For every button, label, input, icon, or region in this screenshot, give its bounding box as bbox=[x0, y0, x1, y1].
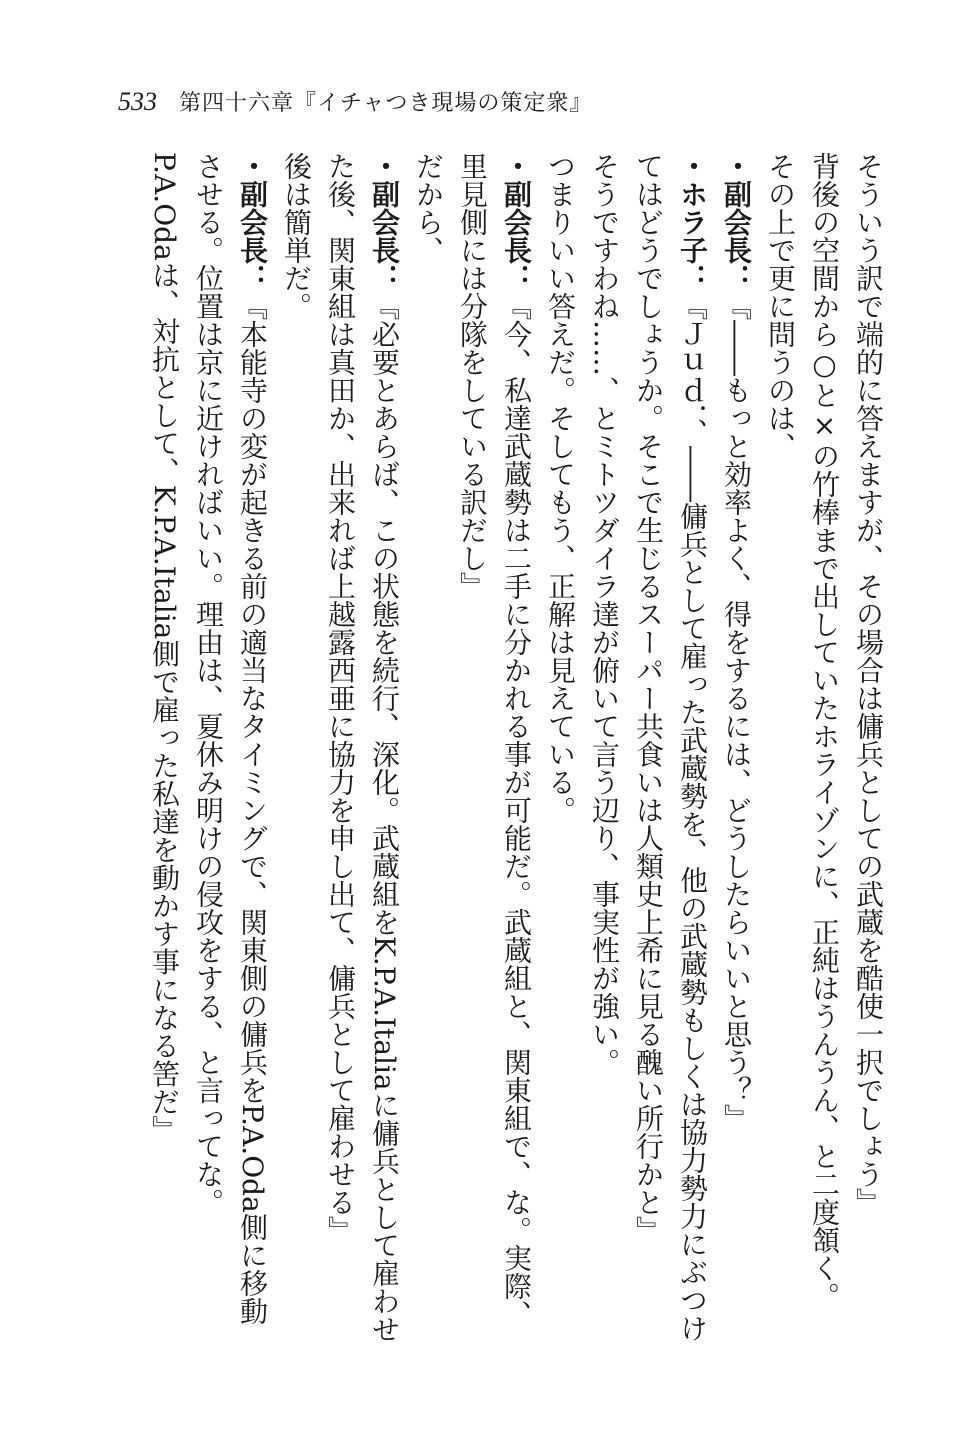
speaker-label: ・副会長： bbox=[500, 152, 533, 292]
text-line bbox=[406, 152, 450, 1362]
text-line bbox=[758, 152, 802, 1362]
text-line bbox=[318, 152, 362, 1362]
page-header bbox=[118, 86, 592, 118]
body-text bbox=[110, 152, 890, 1362]
text-line bbox=[582, 152, 626, 1362]
text-line bbox=[274, 152, 318, 1362]
line-text: 里見側には分隊をしている訳だし』 bbox=[456, 152, 489, 600]
speaker-label: ・副会長： bbox=[368, 152, 401, 292]
text-line bbox=[670, 152, 714, 1362]
text-line bbox=[802, 152, 846, 1362]
text-line bbox=[714, 152, 758, 1362]
line-text: そうですわね……、とミトツダイラ達が俯いて言う辺り、事実性が強い。 bbox=[588, 152, 621, 1076]
line-text: P.A.Odaは、対抗として、K.P.A.Italia側で雇った私達を動かす事になる筈だ』 bbox=[148, 152, 181, 1144]
text-line bbox=[230, 152, 274, 1362]
speaker-label: ・ホラ子： bbox=[676, 152, 709, 292]
speaker-label: ・副会長： bbox=[720, 152, 753, 292]
line-text: 背後の空間から○と×の竹棒まで出していたホライゾンに、正純はうんうん、と二度頷く。 bbox=[808, 152, 841, 1310]
line-text: てはどうでしょうか。そこで生じるスーパー共食いは人類史上希に見る醜い所行かと』 bbox=[632, 152, 665, 1244]
line-text: た後、関東組は真田か、出来れば上越露西亜に協力を申し出て、傭兵として雇わせる』 bbox=[324, 152, 357, 1244]
line-text: 『――もっと効率よく、得をするには、どうしたらいいと思う？』 bbox=[720, 292, 753, 1132]
page-number: 533 bbox=[118, 87, 157, 116]
line-text: させる。位置は京に近ければいい。理由は、夏休み明けの侵攻をする、と言ってな。 bbox=[192, 152, 225, 1216]
line-text: 『必要とあらば、この状態を続行、深化。武蔵組をK.P.A.Italiaに傭兵として雇わせ bbox=[368, 292, 401, 1343]
line-text: その上で更に問うのは、 bbox=[764, 152, 797, 460]
speaker-label: ・副会長： bbox=[236, 152, 269, 292]
line-text: 『Ｊｕｄ．、――傭兵として雇った武蔵勢を、他の武蔵勢もしくは協力勢力にぶつけ bbox=[676, 292, 709, 1342]
line-text: 『本能寺の変が起きる前の適当なタイミングで、関東側の傭兵をP.A.Oda側に移動 bbox=[236, 292, 269, 1325]
text-line bbox=[626, 152, 670, 1362]
text-line bbox=[142, 152, 186, 1362]
line-text: だから、 bbox=[412, 152, 445, 264]
line-text: 『今、私達武蔵勢は二手に分かれる事が可能だ。武蔵組と、関東組で、な。実際、 bbox=[500, 292, 533, 1328]
text-line bbox=[362, 152, 406, 1362]
text-line bbox=[450, 152, 494, 1362]
text-line bbox=[494, 152, 538, 1362]
text-line bbox=[186, 152, 230, 1362]
line-text: 後は簡単だ。 bbox=[280, 152, 313, 320]
text-line bbox=[846, 152, 890, 1362]
text-line bbox=[538, 152, 582, 1362]
line-text: そういう訳で端的に答えますが、その場合は傭兵としての武蔵を酷使一択でしょう』 bbox=[852, 152, 885, 1216]
line-text: つまりいい答えだ。そしてもう、正解は見えている。 bbox=[544, 152, 577, 824]
chapter-title: 第四十六章『イチャつき現場の策定衆』 bbox=[179, 91, 593, 116]
